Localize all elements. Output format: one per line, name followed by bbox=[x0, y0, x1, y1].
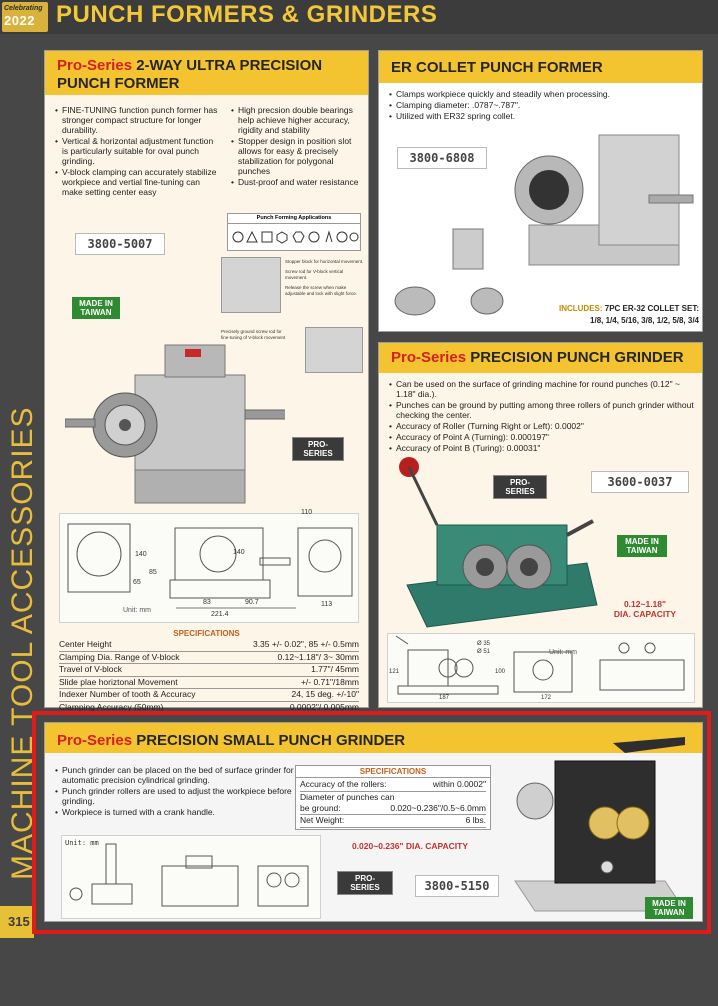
part-number: 3600-0037 bbox=[591, 471, 689, 493]
feature-item: • Dust-proof and water resistance bbox=[231, 177, 365, 187]
includes-label: INCLUDES: bbox=[558, 304, 603, 313]
dimension-label: 187 bbox=[439, 695, 450, 701]
feature-item: • Clamping diameter: .0787~.787". bbox=[389, 100, 689, 110]
highlight-frame bbox=[32, 711, 711, 934]
dimension-label: 172 bbox=[541, 695, 552, 701]
side-category-label: MACHINE TOOL ACCESSORIES bbox=[6, 406, 39, 880]
made-in-taiwan-badge: MADE IN TAIWAN bbox=[617, 535, 667, 557]
callout-2: Screw rod for V-block vertical movement. bbox=[285, 269, 344, 280]
feature-item: • Punch grinder rollers are used to adjust the workpiece before grinding. bbox=[55, 786, 295, 806]
page-title: PUNCH FORMERS & GRINDERS bbox=[56, 1, 438, 28]
callout-3: Release the screw when make adjustable and lock with slight force. bbox=[285, 285, 358, 296]
spec-row bbox=[59, 689, 359, 702]
feature-item: • Punches can be ground by putting among three rollers of punch grinder without checking the center. bbox=[389, 400, 695, 420]
part-number: 3800-5150 bbox=[415, 875, 499, 897]
panel-2way-punch-former bbox=[44, 50, 369, 712]
panel-er-collet-punch-former bbox=[378, 50, 703, 332]
features-list bbox=[389, 379, 695, 454]
pro-series-label: Pro-Series bbox=[57, 57, 133, 74]
page-number: 315 bbox=[8, 914, 30, 929]
feature-item: • Utilized with ER32 spring collet. bbox=[389, 111, 689, 121]
spec-value: 0.12~1.18"/ 3~ 30mm bbox=[277, 651, 359, 662]
callout-1: Stopper block for horizontal movement. bbox=[285, 259, 364, 264]
pro-series-label: Pro-Series bbox=[57, 732, 133, 749]
capacity-line-2: DIA. CAPACITY bbox=[613, 609, 677, 619]
spec-label: Indexer Number of tooth & Accuracy bbox=[59, 689, 196, 699]
spec-label: Clamping Dia. Range of V-block bbox=[59, 651, 180, 662]
detail-photo-1 bbox=[221, 257, 281, 313]
spec-value: 0.0002"/ 0.005mm bbox=[289, 701, 359, 712]
spec-value: 3.35 +/- 0.02", 85 +/- 0.5mm bbox=[252, 639, 359, 649]
includes-note bbox=[519, 303, 699, 327]
spec-row bbox=[59, 677, 359, 690]
punch-grinder-photo bbox=[397, 455, 607, 631]
spec-label: Slide plae horiztonal Movement bbox=[59, 676, 178, 687]
pro-series-badge: PRO-SERIES bbox=[337, 871, 393, 895]
spec-label: Accuracy of the rollers: bbox=[300, 779, 387, 789]
panel-title bbox=[57, 57, 322, 93]
feature-item: • Clamps workpiece quickly and steadily when processing. bbox=[389, 89, 689, 99]
part-number: 3800-5007 bbox=[75, 233, 165, 255]
spec-value: within 0.0002" bbox=[432, 779, 486, 789]
made-in-taiwan-badge: MADE IN TAIWAN bbox=[645, 897, 693, 919]
spec-value: 0.020~0.236"/0.5~6.0mm bbox=[390, 802, 486, 813]
pro-series-label: Pro-Series bbox=[391, 349, 467, 366]
spec-label: Net Weight: bbox=[300, 815, 345, 825]
spec-label: Diameter of punches can bbox=[300, 791, 395, 802]
specs-title: SPECIFICATIONS bbox=[173, 629, 240, 638]
dimension-label: 110 bbox=[301, 509, 313, 516]
spec-row bbox=[59, 652, 359, 665]
pro-series-badge: PRO-SERIES bbox=[493, 475, 547, 499]
spec-value: 24, 15 deg. +/-10" bbox=[291, 689, 359, 699]
dimension-label: 90.7 bbox=[245, 599, 259, 606]
dimension-label: 140 bbox=[135, 551, 147, 558]
dimension-drawings bbox=[59, 513, 359, 623]
feature-item: • High precsion double bearings help achieve higher accuracy, rigidity and stability bbox=[231, 105, 365, 135]
unit-label: Unit: mm bbox=[123, 607, 151, 614]
dimension-label: 140 bbox=[233, 549, 245, 556]
spec-value: 6 lbs. bbox=[465, 815, 486, 825]
features-left bbox=[55, 105, 221, 198]
panel-title: ER COLLET PUNCH FORMER bbox=[391, 59, 603, 76]
title-rest: PRECISION PUNCH GRINDER bbox=[466, 349, 684, 366]
detail-photo-2 bbox=[305, 327, 363, 373]
title-line-2: PUNCH FORMER bbox=[57, 75, 180, 92]
unit-label: Unit: mm bbox=[65, 839, 99, 847]
capacity-note: 0.020~0.236" DIA. CAPACITY bbox=[351, 841, 469, 851]
dimension-label: 65 bbox=[133, 579, 141, 586]
features-right bbox=[231, 105, 365, 188]
dimension-label: 85 bbox=[149, 569, 157, 576]
title-line-1: 2-WAY ULTRA PRECISION bbox=[132, 57, 323, 74]
logo-small-text: Celebrating bbox=[4, 5, 43, 12]
part-number: 3800-6808 bbox=[397, 147, 487, 169]
feature-item: • Workpiece is turned with a crank handle. bbox=[55, 807, 295, 817]
feature-item: • Accuracy of Point A (Turning): 0.000197" bbox=[389, 432, 695, 442]
logo-year: 2022 bbox=[4, 13, 35, 28]
dimension-label: Ø 35 bbox=[477, 641, 491, 647]
spec-label: be ground: bbox=[300, 802, 341, 813]
feature-item: • Vertical & horizontal adjustment function is particularly suitable for oval punch grinding. bbox=[55, 136, 221, 166]
capacity-note bbox=[595, 599, 695, 619]
collet-set-photo bbox=[387, 221, 517, 321]
made-in-taiwan-badge: MADE IN TAIWAN bbox=[72, 297, 120, 319]
feature-item: • Accuracy of Roller (Turning Right or Left): 0.0002" bbox=[389, 421, 695, 431]
dimension-label: 121 bbox=[389, 669, 400, 675]
spec-value: +/- 0.71"/18mm bbox=[300, 676, 359, 687]
punch-former-photo bbox=[65, 315, 285, 515]
includes-line-2: 1/8, 1/4, 5/16, 3/8, 1/2, 5/8, 3/4 bbox=[590, 316, 699, 325]
punch-shapes-icons bbox=[228, 224, 360, 250]
pro-series-badge: PRO-SERIES bbox=[292, 437, 344, 461]
feature-item: • V-block clamping can accurately stabilize workpiece and vertial fine-tuning can make setting center easy bbox=[55, 167, 221, 197]
spec-value: 1.77"/ 45mm bbox=[311, 664, 359, 674]
spec-label: Travel of V-block bbox=[59, 664, 122, 674]
capacity-line-1: 0.12~1.18" bbox=[623, 599, 667, 609]
specs-table bbox=[59, 639, 359, 714]
includes-line-1: 7PC ER-32 COLLET SET: bbox=[602, 304, 699, 313]
applications-box bbox=[227, 213, 361, 251]
spec-label: Center Height bbox=[59, 639, 112, 649]
dimension-drawings bbox=[387, 633, 695, 703]
callout-4: Precisely ground screw rod for fine-tuning of V-block movement bbox=[221, 329, 286, 340]
unit-label: Unit: mm bbox=[549, 649, 577, 656]
feature-item: • Stopper design in position slot allows for easy & precisely stabilization for polygonal punches bbox=[231, 136, 365, 176]
spec-row bbox=[59, 664, 359, 677]
feature-item: • Punch grinder can be placed on the bed of surface grinder for automatic precision cylindrical grinding. bbox=[55, 765, 295, 785]
dimension-label: 100 bbox=[495, 669, 506, 675]
title-rest: PRECISION SMALL PUNCH GRINDER bbox=[132, 732, 406, 749]
feature-item: • FINE-TUNING function punch former has stronger compact structure for longer durability. bbox=[55, 105, 221, 135]
dimension-label: 221.4 bbox=[211, 611, 229, 618]
feature-item: • Can be used on the surface of grinding machine for round punches (0.12" ~ 1.18" dia.). bbox=[389, 379, 695, 399]
specs-title: SPECIFICATIONS bbox=[296, 766, 490, 778]
spec-row bbox=[59, 639, 359, 652]
callouts bbox=[285, 259, 365, 329]
applications-title: Punch Forming Applications bbox=[228, 214, 360, 224]
dimension-label: 83 bbox=[203, 599, 211, 606]
spec-label: Clamping Accuracy (50mm) bbox=[59, 701, 164, 712]
panel-precision-punch-grinder bbox=[378, 342, 703, 708]
er-collet-former-photo bbox=[509, 115, 699, 275]
dimension-label: Ø 51 bbox=[477, 649, 491, 655]
panel-title bbox=[391, 349, 684, 367]
feature-item: • Accuracy of Point B (Turing): 0.00031" bbox=[389, 443, 695, 453]
dimension-label: 113 bbox=[321, 601, 333, 608]
